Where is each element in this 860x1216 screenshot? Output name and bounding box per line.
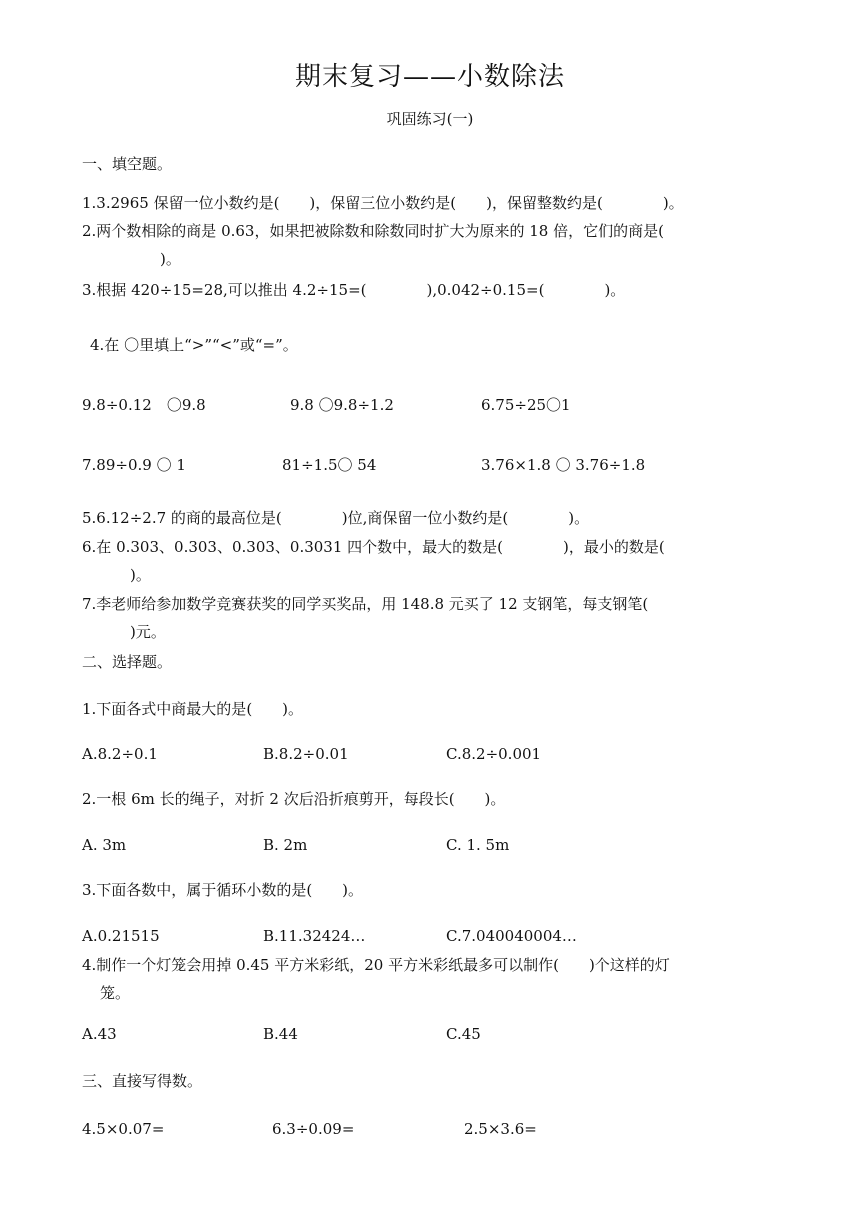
s1-question-6-line1: 6.在 0.303、0.303、0.303、0.3031 四个数中，最大的数是( )，最小的数是( [82,538,665,556]
option-b: B.11.32424… [263,927,366,945]
s1-question-6-line2: )。 [100,566,151,584]
option-c: C.7.040040004… [446,927,577,945]
option-c: C. 1. 5m [446,836,510,854]
page-subtitle: 巩固练习(一) [386,110,474,128]
option-b: B.8.2÷0.01 [263,745,349,763]
s2-question-4-line1: 4.制作一个灯笼会用掉 0.45 平方米彩纸，20 平方米彩纸最多可以制作( )个这样的灯 [82,956,670,974]
mental-math-item: 4.5×0.07= [82,1120,165,1138]
compare-item: 6.75÷25〇1 [481,396,571,414]
s2-question-1: 1.下面各式中商最大的是( )。 [82,700,304,718]
s1-question-4: 4.在 〇里填上“>”“<”或“=”。 [90,336,298,354]
option-b: B. 2m [263,836,308,854]
option-c: C.8.2÷0.001 [446,745,542,763]
option-a: A.43 [82,1025,117,1043]
option-a: A. 3m [82,836,127,854]
s2-question-2: 2.一根 6m 长的绳子，对折 2 次后沿折痕剪开，每段长( )。 [82,790,506,808]
s2-question-4-line2: 笼。 [100,984,131,1002]
option-c: C.45 [446,1025,481,1043]
compare-item: 9.8÷0.12 〇9.8 [82,396,206,414]
compare-item: 3.76×1.8 〇 3.76÷1.8 [481,456,646,474]
compare-item: 81÷1.5〇 54 [282,456,377,474]
section3-heading: 三、直接写得数。 [82,1072,203,1090]
s1-question-3: 3.根据 420÷15=28,可以推出 4.2÷15=( ),0.042÷0.15=( )。 [82,281,626,299]
s1-question-1: 1.3.2965 保留一位小数约是( )，保留三位小数约是( )，保留整数约是( )。 [82,194,684,212]
option-a: A.0.21515 [82,927,160,945]
page-title: 期末复习——小数除法 [294,62,565,92]
s1-question-2-line1: 2.两个数相除的商是 0.63，如果把被除数和除数同时扩大为原来的 18 倍，它们的商是( [82,222,664,240]
s1-question-7-line1: 7.李老师给参加数学竞赛获奖的同学买奖品，用 148.8 元买了 12 支钢笔，每支钢笔( [82,595,649,613]
section2-heading: 二、选择题。 [82,653,173,671]
s2-question-3: 3.下面各数中，属于循环小数的是( )。 [82,881,364,899]
option-b: B.44 [263,1025,298,1043]
option-a: A.8.2÷0.1 [82,745,158,763]
s1-question-2-line2: )。 [100,250,181,268]
s1-question-5: 5.6.12÷2.7 的商的最高位是( )位,商保留一位小数约是( )。 [82,509,590,527]
section1-heading: 一、填空题。 [82,155,173,173]
mental-math-item: 6.3÷0.09= [272,1120,355,1138]
mental-math-item: 2.5×3.6= [464,1120,537,1138]
compare-item: 9.8 〇9.8÷1.2 [290,396,394,414]
s1-question-7-line2: )元。 [100,623,166,641]
compare-item: 7.89÷0.9 〇 1 [82,456,186,474]
